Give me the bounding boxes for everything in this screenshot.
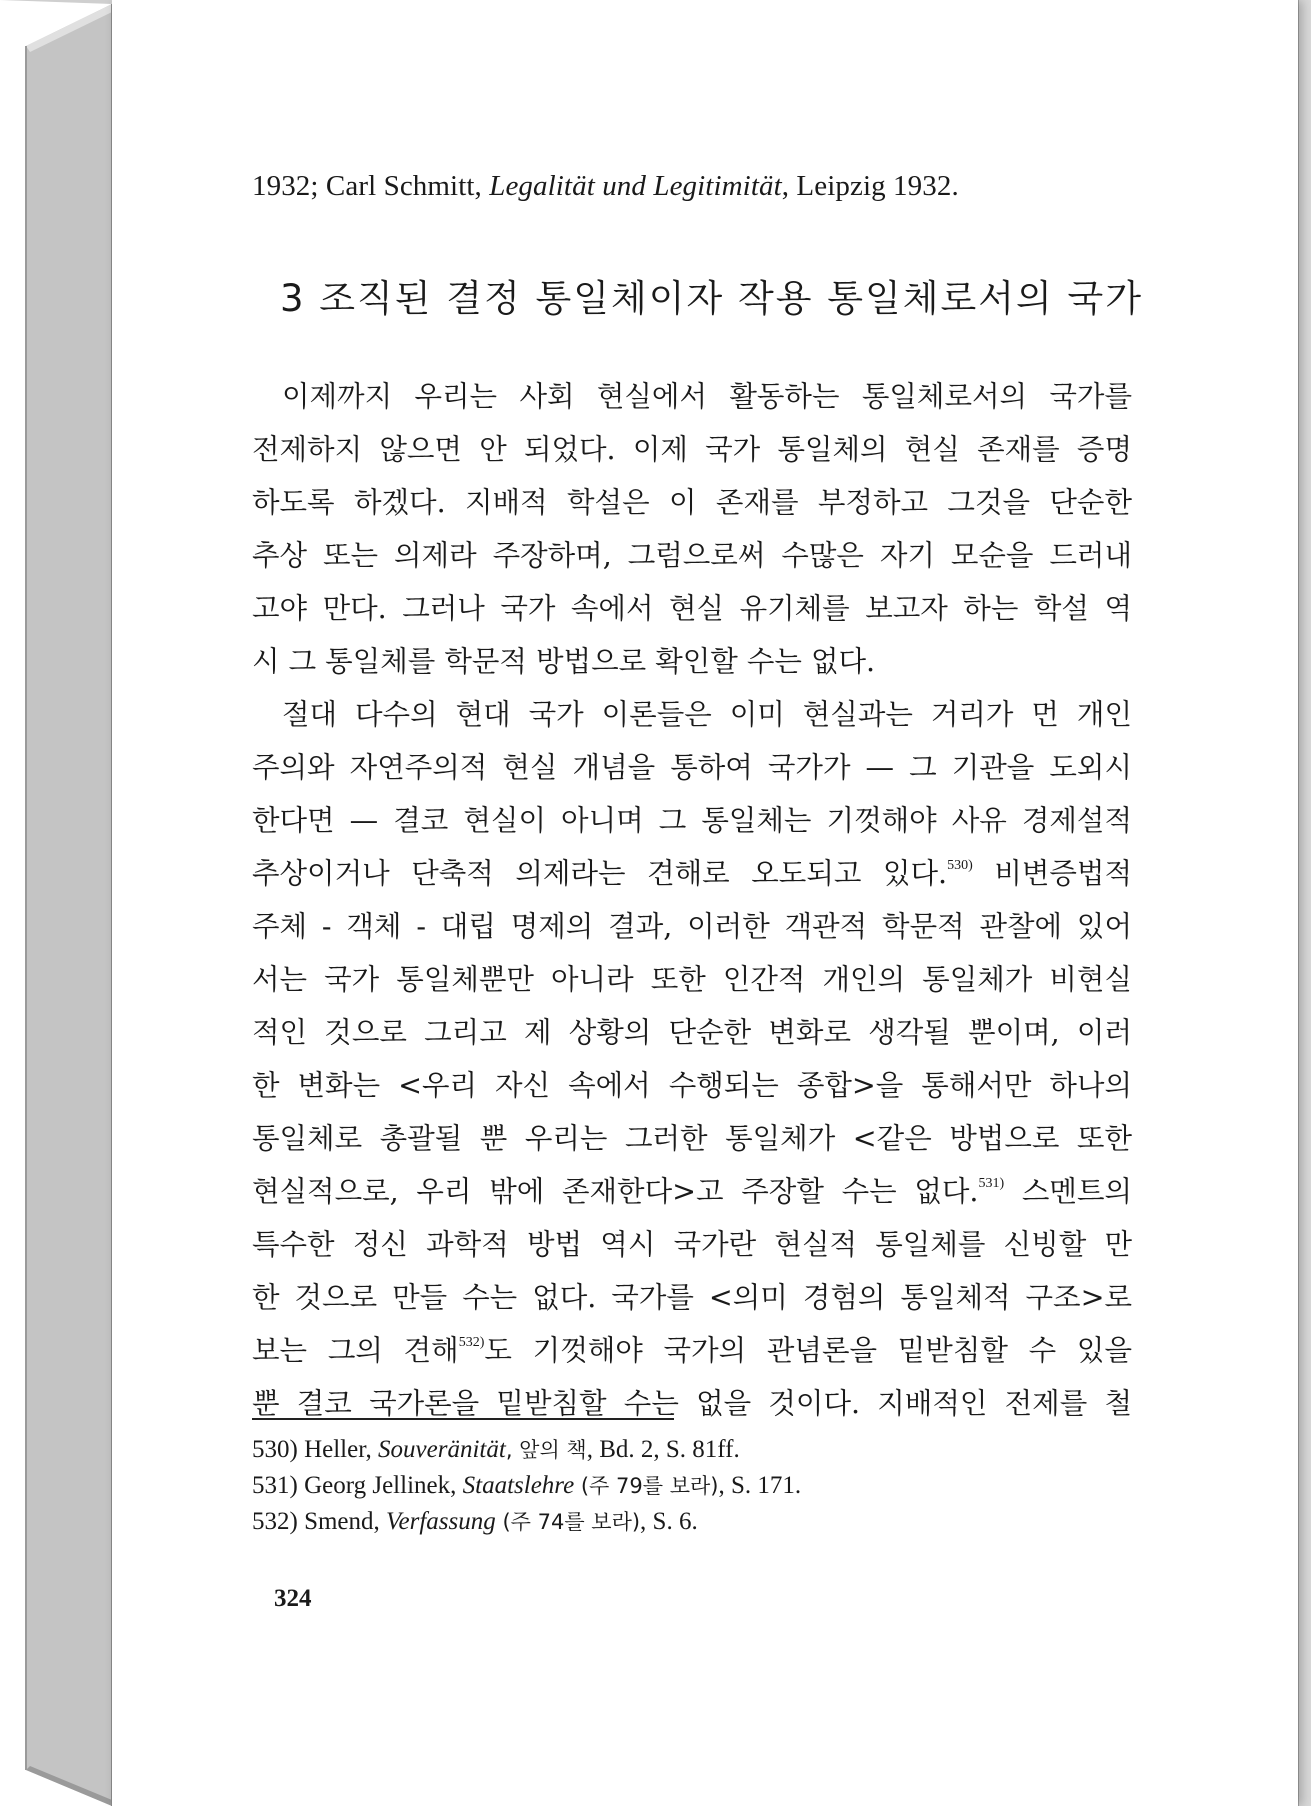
text-line: 뿐 결코 국가론을 밑받침할 수는 없을 것이다. 지배적인 전제를 철 — [252, 1387, 1132, 1420]
footnotes — [252, 1432, 801, 1540]
text-line: 특수한 정신 과학적 방법 역시 국가란 현실적 통일체를 신빙할 만 — [252, 1228, 1132, 1261]
text-line: 전제하지 않으면 안 되었다. 이제 국가 통일체의 현실 존재를 증명 — [252, 433, 1132, 466]
footnote-532: 532) Smend, Verfassung (주 74를 보라), S. 6. — [252, 1508, 698, 1535]
text-line: 한 변화는 <우리 자신 속에서 수행되는 종합>을 통해서만 하나의 — [252, 1069, 1132, 1102]
text-line: 현실적으로, 우리 밖에 존재한다>고 주장할 수는 없다.$^{531)}$ 스멘트의 — [252, 1175, 1133, 1208]
text-line: 절대 다수의 현대 국가 이론들은 이미 현실과는 거리가 먼 개인 — [282, 698, 1132, 731]
section-title: 3 조직된 결정 통일체이자 작용 통일체로서의 국가 — [280, 277, 1143, 320]
body-text — [252, 370, 1132, 1430]
footnote-ref-532: 532) — [458, 1335, 485, 1350]
paragraph-1 — [252, 370, 1132, 688]
text-line: 보는 그의 견해$^{532)}$도 기껏해야 국가의 관념론을 밑받침할 수 있을 — [252, 1334, 1132, 1367]
text-line: 한 것으로 만들 수는 없다. 국가를 <의미 경험의 통일체적 구조>로 — [252, 1281, 1132, 1314]
text-line: 이제까지 우리는 사회 현실에서 활동하는 통일체로서의 국가를 — [282, 380, 1132, 413]
page-number: 324 — [274, 1585, 312, 1612]
text-line: 서는 국가 통일체뿐만 아니라 또한 인간적 개인의 통일체가 비현실 — [252, 963, 1132, 996]
footnote-531: 531) Georg Jellinek, Staatslehre (주 79를 보라), S. 171. — [252, 1472, 802, 1499]
footnote-530: 530) Heller, Souveränität, 앞의 책, Bd. 2, S. 81ff. — [252, 1436, 740, 1463]
text-line: 주체 - 객체 - 대립 명제의 결과, 이러한 객관적 학문적 관찰에 있어 — [252, 910, 1132, 943]
paragraph-2 — [252, 688, 1132, 1430]
footnote-ref-531: 531) — [978, 1176, 1005, 1191]
footnote-divider — [252, 1418, 674, 1420]
text-line: 추상 또는 의제라 주장하며, 그럼으로써 수많은 자기 모순을 드러내 — [252, 539, 1132, 572]
top-citation: 1932; Carl Schmitt, Legalität und Legitimität, Leipzig 1932. — [252, 170, 959, 202]
text-line: 하도록 하겠다. 지배적 학설은 이 존재를 부정하고 그것을 단순한 — [252, 486, 1132, 519]
footnote-ref-530: 530) — [947, 858, 973, 873]
text-line: 통일체로 총괄될 뿐 우리는 그러한 통일체가 <같은 방법으로 또한 — [252, 1122, 1132, 1155]
text-line: 한다면 — 결코 현실이 아니며 그 통일체는 기껏해야 사유 경제설적 — [252, 804, 1132, 837]
text-line: 고야 만다. 그러나 국가 속에서 현실 유기체를 보고자 하는 학설 역 — [252, 592, 1132, 625]
citation-title: Legalität und Legitimität — [489, 170, 782, 202]
text-line: 적인 것으로 그리고 제 상황의 단순한 변화로 생각될 뿐이며, 이러 — [252, 1016, 1132, 1049]
text-line: 주의와 자연주의적 현실 개념을 통하여 국가가 — 그 기관을 도외시 — [252, 751, 1132, 784]
text-line: 추상이거나 단축적 의제라는 견해로 오도되고 있다.$^{530)}$ 비변증법적 — [252, 857, 1132, 890]
text-line: 시 그 통일체를 학문적 방법으로 확인할 수는 없다. — [252, 645, 876, 678]
